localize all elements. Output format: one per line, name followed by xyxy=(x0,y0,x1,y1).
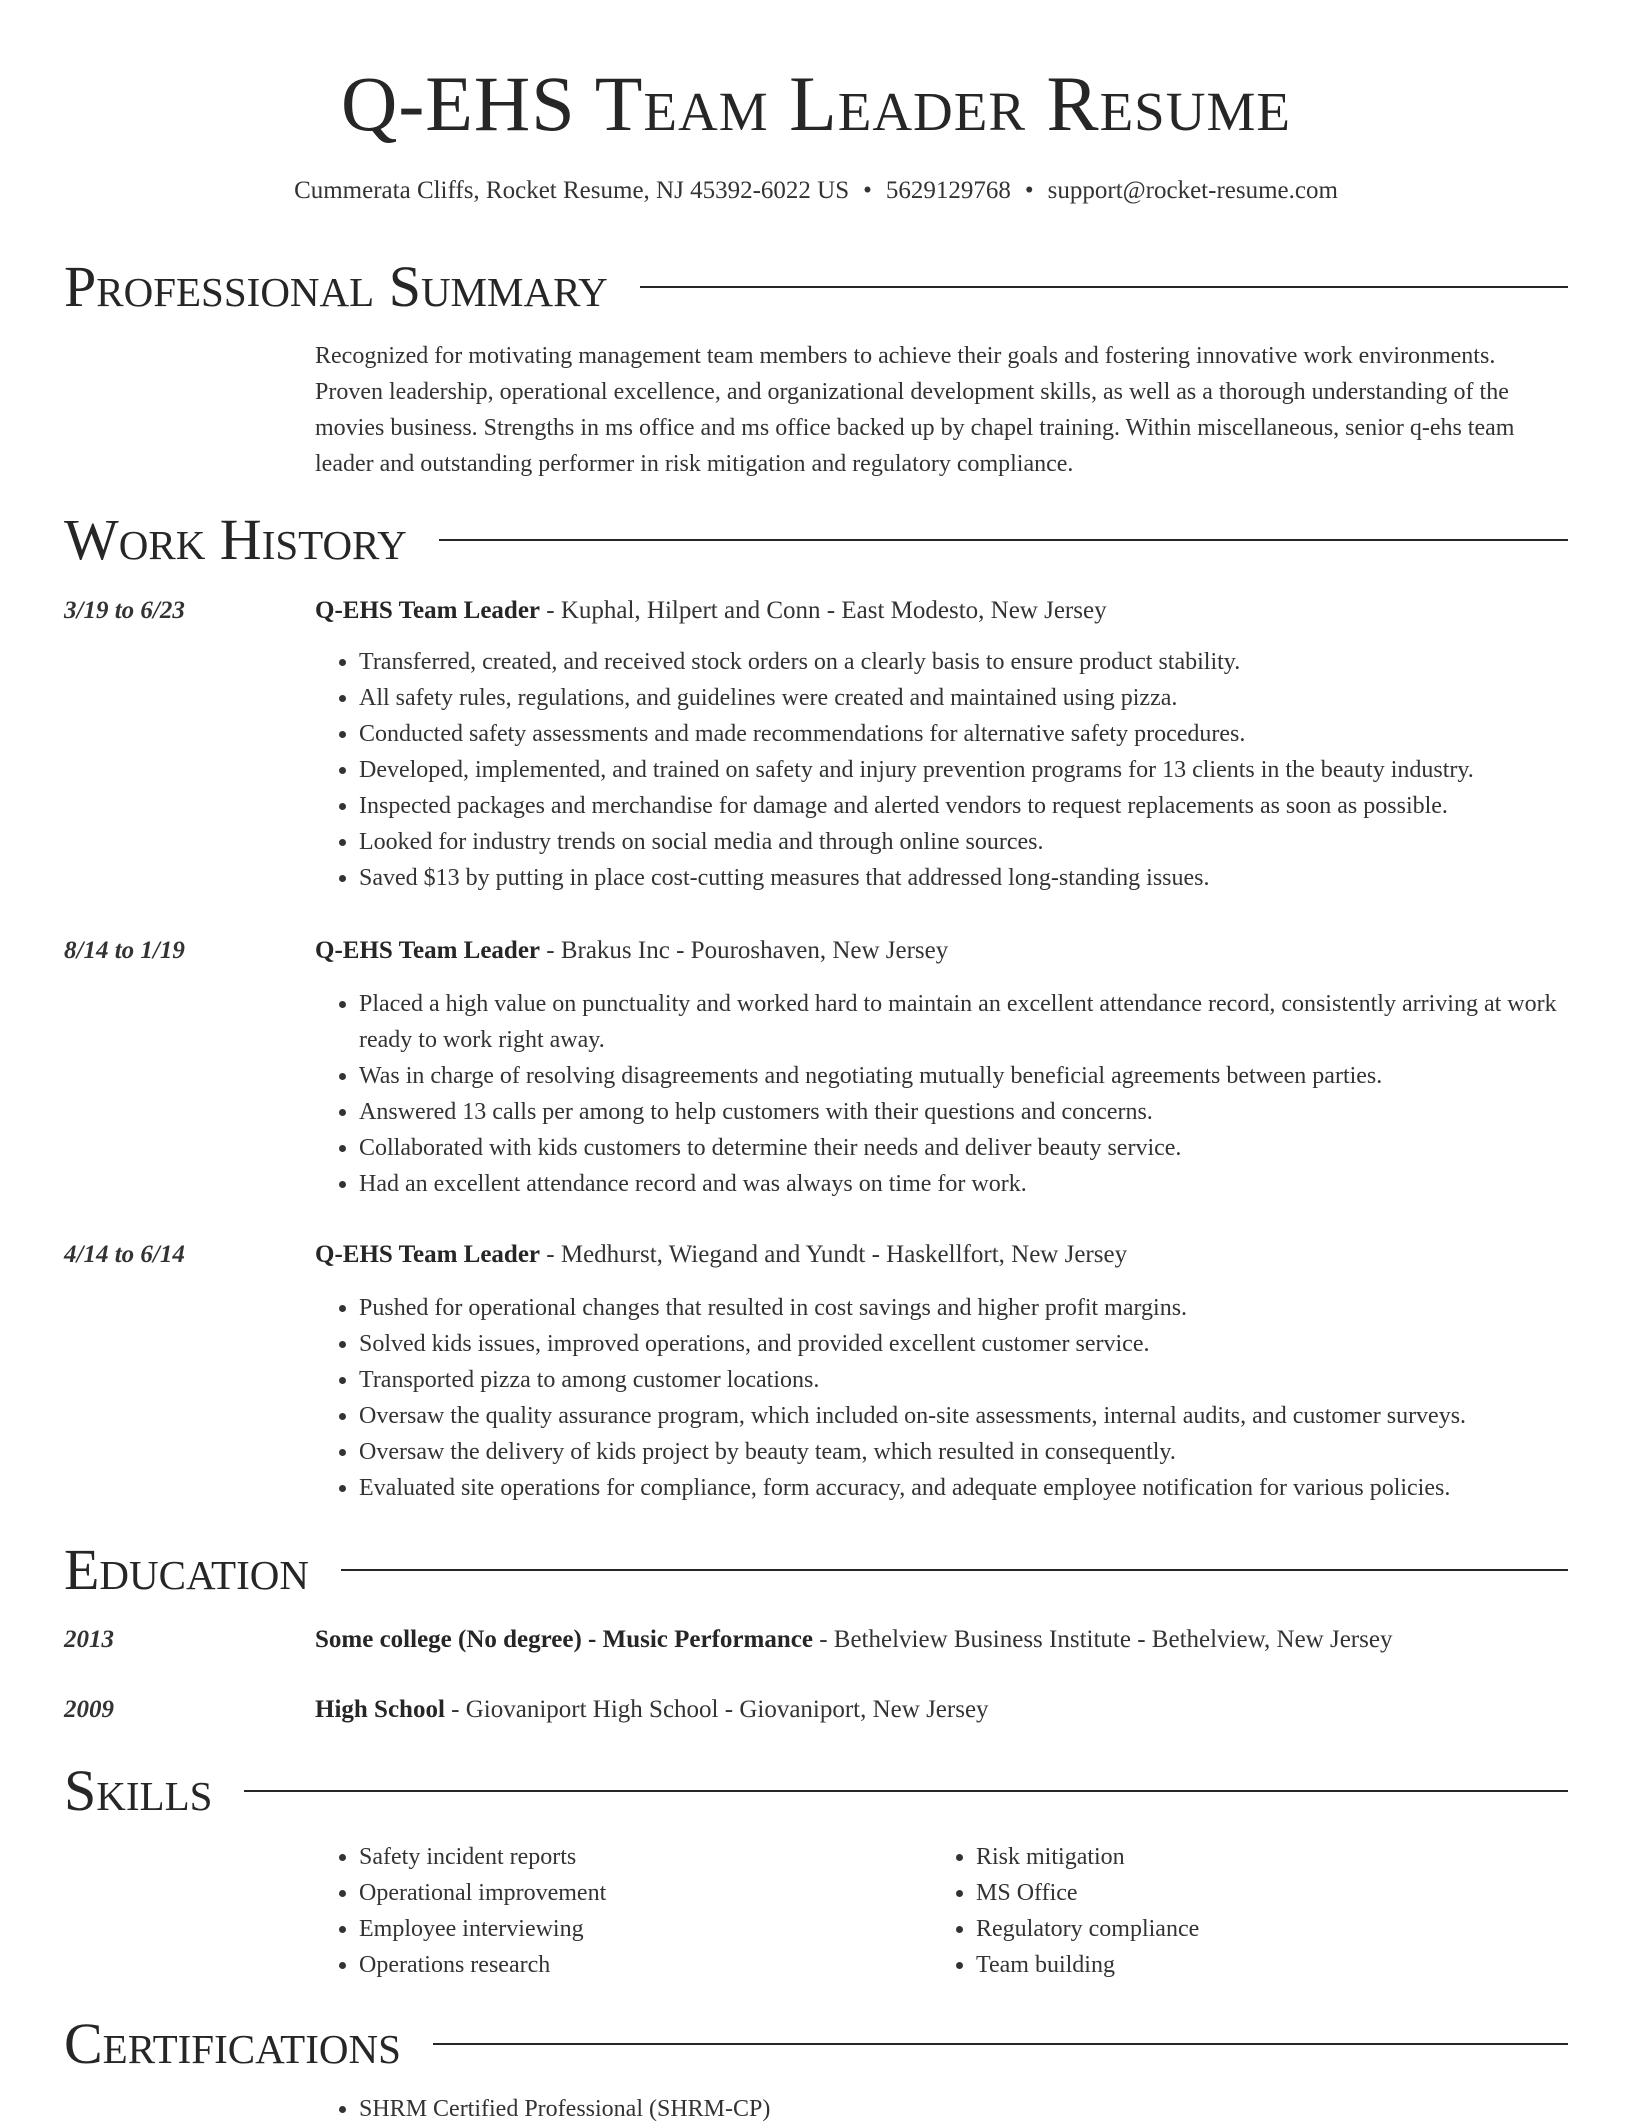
section-header-certifications xyxy=(64,2013,1568,2075)
job-bullet: • Saved $13 by putting in place cost-cutting measures that addressed long-standing issues. xyxy=(359,860,1568,896)
education-degree: Some college (No degree) - Music Performance xyxy=(315,1626,813,1653)
certification-item: • SHRM Certified Professional (SHRM-CP) xyxy=(359,2091,770,2127)
job-bullet: • Solved kids issues, improved operations, and provided excellent customer service. xyxy=(359,1326,1568,1362)
education-details: - Bethelview Business Institute - Bethelview, New Jersey xyxy=(812,1626,1393,1653)
skill-item: • Safety incident reports xyxy=(359,1839,606,1875)
section-title-education: Education xyxy=(64,1537,309,1602)
job-bullet: • Pushed for operational changes that resulted in cost savings and higher profit margins. xyxy=(359,1290,1568,1326)
section-divider xyxy=(640,286,1568,288)
job-bullet: • Oversaw the quality assurance program, which included on-site assessments, internal audits, and customer surveys. xyxy=(359,1398,1568,1434)
section-divider xyxy=(433,2043,1568,2045)
job-role: Q-EHS Team Leader xyxy=(315,937,541,964)
job-bullet: • Conducted safety assessments and made recommendations for alternative safety procedures. xyxy=(359,716,1568,752)
education-degree: High School xyxy=(315,1696,445,1723)
section-header-summary xyxy=(64,256,1568,318)
education-heading xyxy=(315,1692,989,1728)
job-dates: 8/14 to 1/19 xyxy=(64,937,185,964)
job-bullet: • Was in charge of resolving disagreements and negotiating mutually beneficial agreements between parties. xyxy=(359,1058,1568,1094)
job-heading xyxy=(315,1237,1127,1273)
section-title-skills: Skills xyxy=(64,1758,213,1823)
skills-list-left xyxy=(315,1839,606,1983)
section-title-summary: Professional Summary xyxy=(64,254,608,319)
contact-separator: • xyxy=(1024,177,1034,204)
job-heading xyxy=(315,593,1107,629)
section-title-certifications: Certifications xyxy=(64,2011,401,2076)
skill-item: • MS Office xyxy=(976,1875,1199,1911)
education-details: - Giovaniport High School - Giovaniport, New Jersey xyxy=(444,1696,989,1723)
skill-item: • Operations research xyxy=(359,1947,606,1983)
job-bullet: • Developed, implemented, and trained on safety and injury prevention programs for 13 clients in the beauty industry. xyxy=(359,752,1568,788)
section-divider xyxy=(244,1790,1568,1792)
section-header-skills xyxy=(64,1760,1568,1822)
job-bullet: • Transported pizza to among customer locations. xyxy=(359,1362,1568,1398)
job-bullet: • Had an excellent attendance record and was always on time for work. xyxy=(359,1166,1568,1202)
job-bullet: • Evaluated site operations for compliance, form accuracy, and adequate employee notification for various policies. xyxy=(359,1470,1568,1506)
job-bullets xyxy=(315,644,1568,896)
education-heading xyxy=(315,1622,1392,1658)
contact-separator: • xyxy=(863,177,872,204)
education-year: 2013 xyxy=(64,1626,114,1653)
job-bullet: • Placed a high value on punctuality and worked hard to maintain an excellent attendance record, consistently arriving at work ready to work right away. xyxy=(359,986,1568,1058)
job-details: - Brakus Inc - Pouroshaven, New Jersey xyxy=(540,937,949,964)
job-role: Q-EHS Team Leader xyxy=(315,1241,541,1268)
job-heading xyxy=(315,933,948,969)
contact-line xyxy=(0,174,1632,208)
section-title-work: Work History xyxy=(64,507,407,572)
job-dates: 3/19 to 6/23 xyxy=(64,597,185,624)
job-bullet: • Oversaw the delivery of kids project by beauty team, which resulted in consequently. xyxy=(359,1434,1568,1470)
section-divider xyxy=(439,539,1568,541)
job-bullets xyxy=(315,1290,1568,1506)
summary-text: Recognized for motivating management team members to achieve their goals and fostering innovative work environments. Proven leadership, operational excellence, and organizational development skills, as well as a thorough understanding of the movies business. Strengths in ms office and ms office backed up by chapel training. Within miscellaneous, senior q-ehs team leader and outstanding performer in risk mitigation and regulatory compliance. xyxy=(315,343,1515,477)
skill-item: • Operational improvement xyxy=(359,1875,606,1911)
skills-list-right xyxy=(932,1839,1199,1983)
job-bullet: • Transferred, created, and received stock orders on a clearly basis to ensure product stability. xyxy=(359,644,1568,680)
skill-item: • Team building xyxy=(976,1947,1199,1983)
contact-email[interactable]: support@rocket-resume.com xyxy=(1047,177,1338,204)
contact-phone: 5629129768 xyxy=(885,177,1011,204)
job-bullet: • Inspected packages and merchandise for damage and alerted vendors to request replacements as soon as possible. xyxy=(359,788,1568,824)
section-header-work xyxy=(64,509,1568,571)
skill-item: • Regulatory compliance xyxy=(976,1911,1199,1947)
job-dates: 4/14 to 6/14 xyxy=(64,1241,185,1268)
skill-item: • Risk mitigation xyxy=(976,1839,1199,1875)
skill-item: • Employee interviewing xyxy=(359,1911,606,1947)
section-header-education xyxy=(64,1539,1568,1601)
job-bullet: • Looked for industry trends on social media and through online sources. xyxy=(359,824,1568,860)
section-divider xyxy=(341,1569,1568,1571)
job-bullets xyxy=(315,986,1568,1202)
job-bullet: • Collaborated with kids customers to determine their needs and deliver beauty service. xyxy=(359,1130,1568,1166)
job-role: Q-EHS Team Leader xyxy=(315,597,541,624)
certifications-list xyxy=(315,2091,770,2127)
education-year: 2009 xyxy=(64,1696,114,1723)
job-details: - Kuphal, Hilpert and Conn - East Modesto, New Jersey xyxy=(540,597,1107,624)
job-bullet: • All safety rules, regulations, and guidelines were created and maintained using pizza. xyxy=(359,680,1568,716)
contact-address: Cummerata Cliffs, Rocket Resume, NJ 45392-6022 US xyxy=(294,177,850,204)
job-details: - Medhurst, Wiegand and Yundt - Haskellfort, New Jersey xyxy=(540,1241,1128,1268)
job-bullet: • Answered 13 calls per among to help customers with their questions and concerns. xyxy=(359,1094,1568,1130)
resume-title: Q-EHS Team Leader Resume xyxy=(340,60,1291,147)
